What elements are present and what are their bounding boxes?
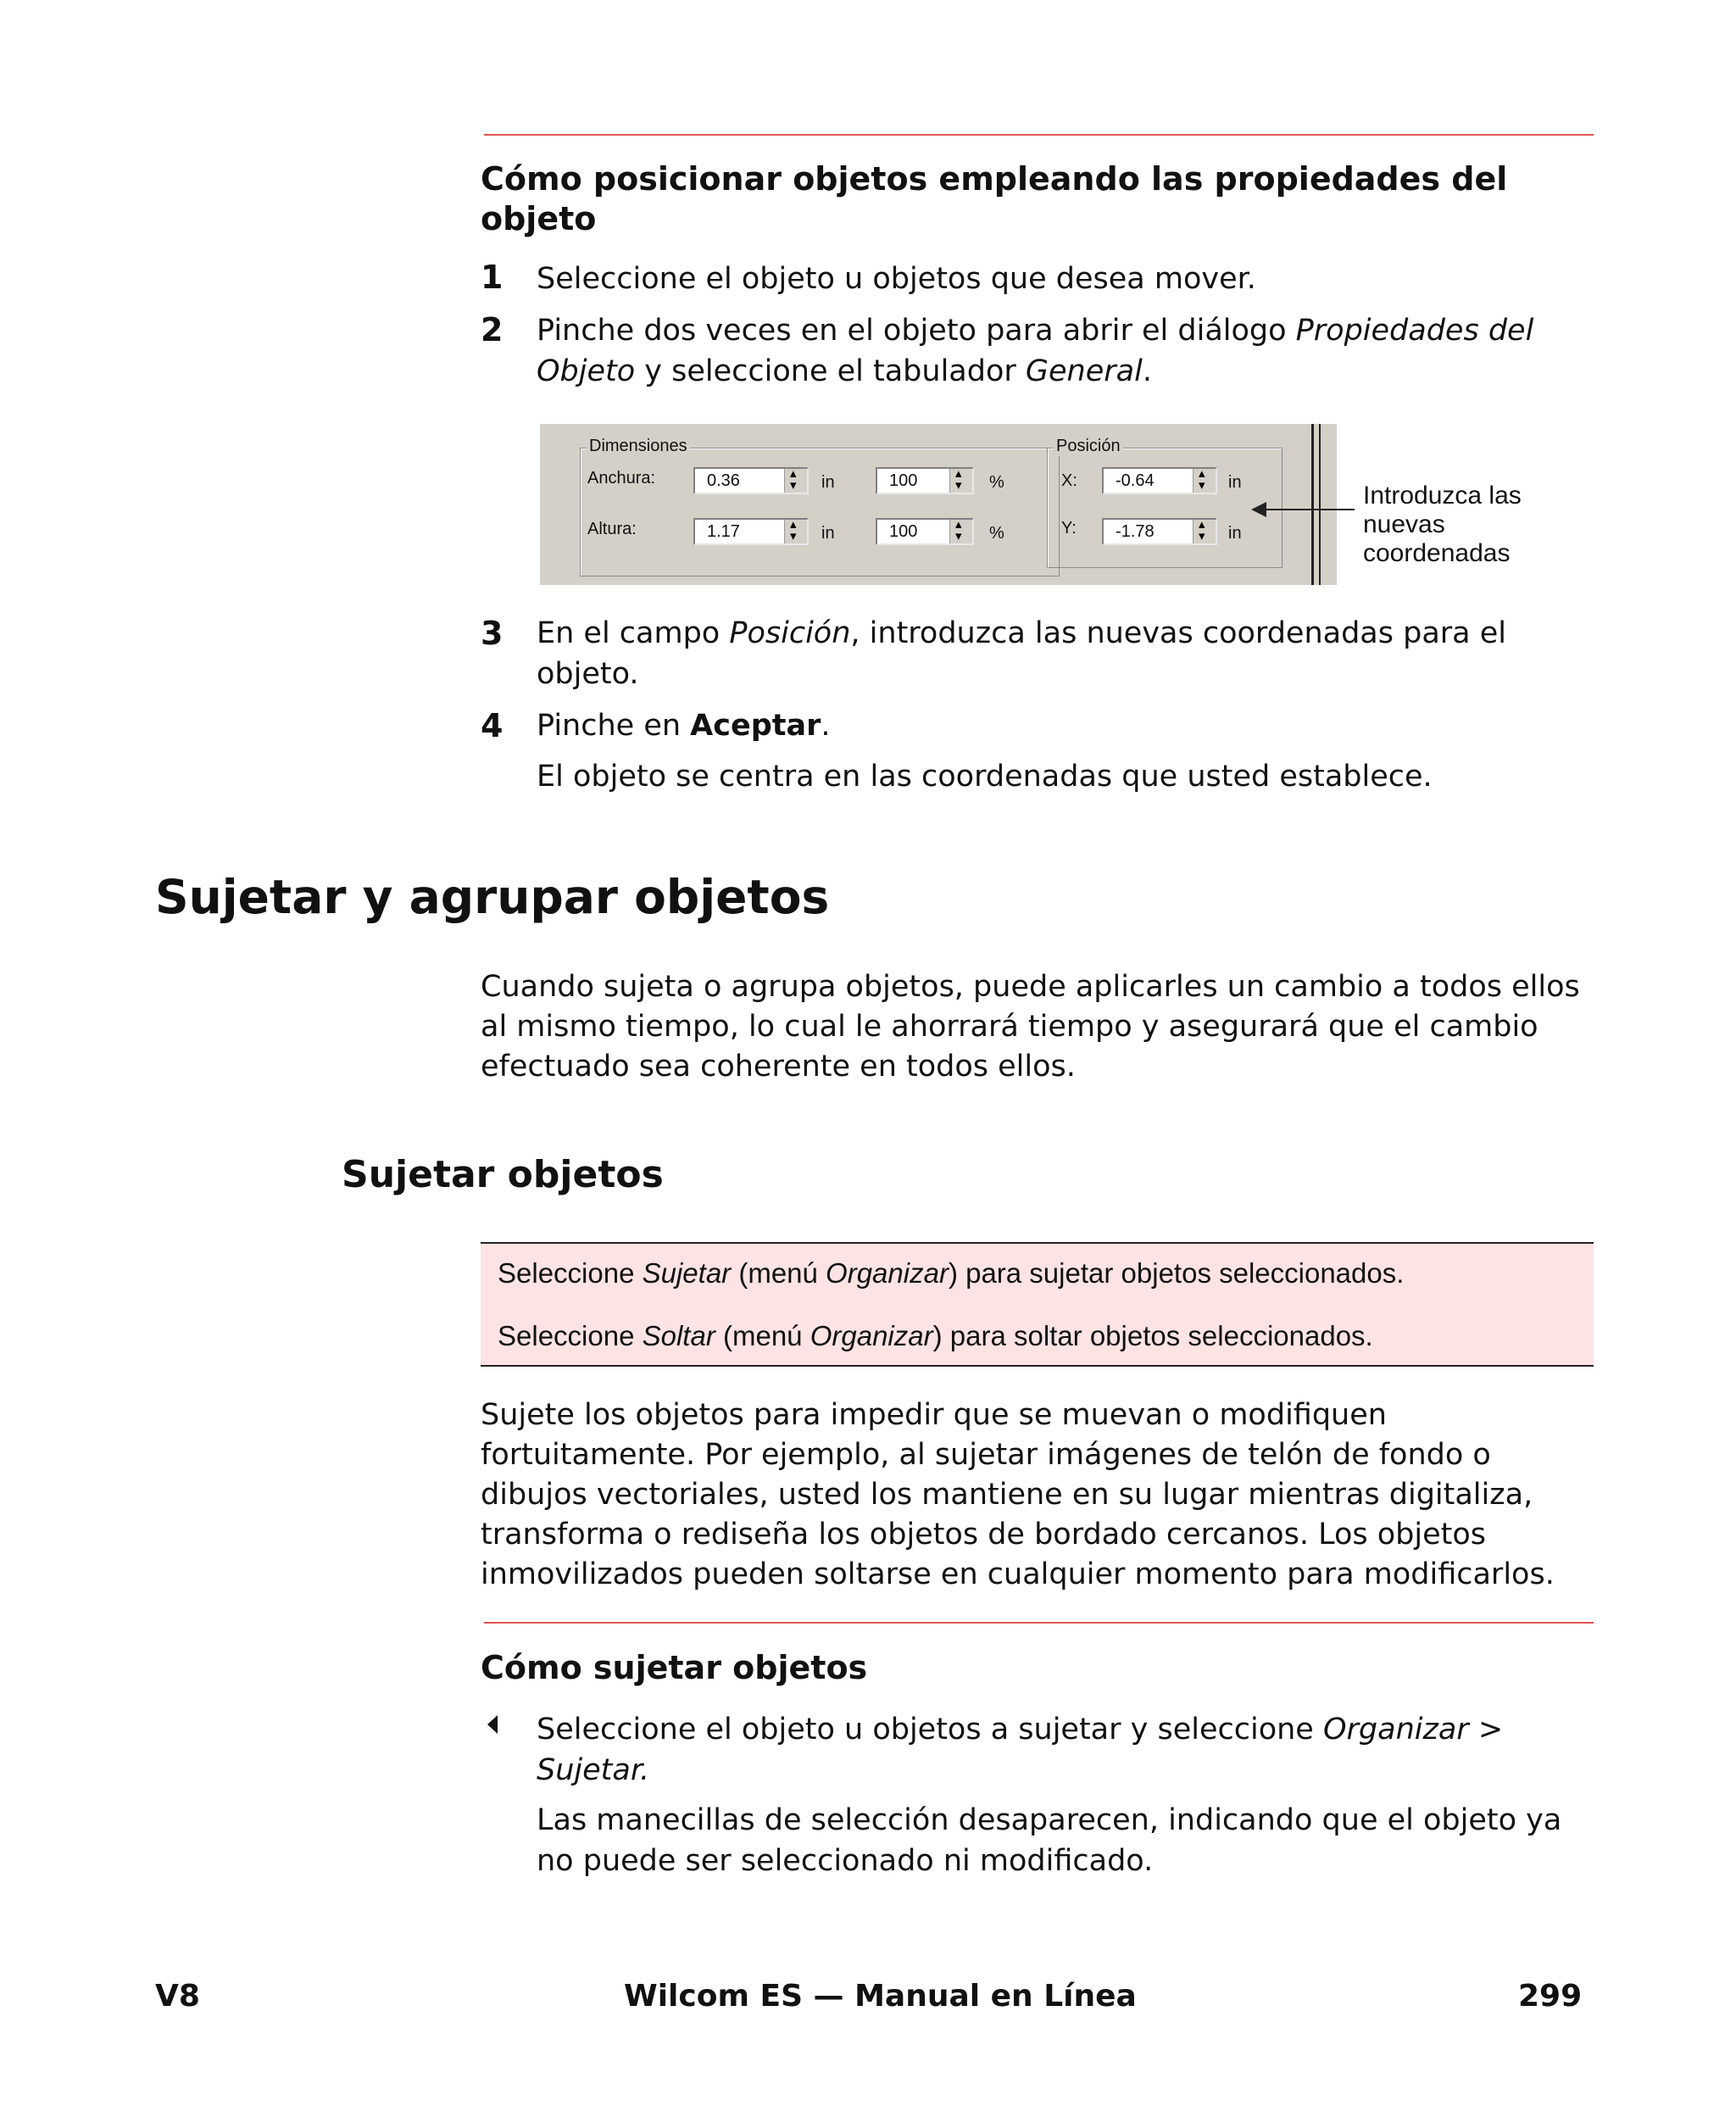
note-lock: Seleccione Sujetar (menú Organizar) para sujetar objetos seleccionados.: [498, 1257, 1405, 1289]
note-unlock: Seleccione Soltar (menú Organizar) para soltar objetos seleccionados.: [498, 1320, 1373, 1351]
width-input[interactable]: 0.36 ▴ ▾: [693, 467, 809, 494]
object-properties-dialog-snippet: [540, 424, 1337, 585]
callout-arrow-icon: [1251, 502, 1266, 517]
position-group: [1047, 448, 1283, 568]
heading-sujetar-objetos: Sujetar objetos: [342, 1153, 664, 1196]
height-percent-input[interactable]: 100 ▴ ▾: [876, 518, 974, 545]
step-text-3: En el campo Posición, introduzca las nuevas coordenadas para el objeto.: [537, 616, 1506, 691]
width-percent-input[interactable]: 100 ▴ ▾: [876, 467, 974, 494]
height-label: Altura:: [587, 520, 637, 538]
button-name: Aceptar: [690, 709, 821, 743]
dialog-border-right: [1311, 424, 1314, 585]
position-legend: Posición: [1054, 437, 1123, 456]
x-unit: in: [1228, 473, 1242, 492]
footer-page-number: 299: [1518, 1979, 1583, 2014]
callout-text: Introduzca las nuevas coordenadas: [1363, 482, 1522, 567]
height-percent-unit: %: [989, 524, 1004, 543]
height-spinner[interactable]: [784, 520, 807, 543]
height-input[interactable]: 1.17 ▴ ▾: [693, 518, 809, 545]
height-percent-spinner[interactable]: [949, 520, 972, 543]
field-name: Posición: [729, 616, 851, 650]
x-position-input[interactable]: -0.64 ▴ ▾: [1102, 467, 1217, 494]
procedure-title-position: Cómo posicionar objetos empleando las propiedades del objeto: [481, 160, 1508, 237]
section-divider-top: [484, 134, 1594, 136]
dialog-name: Propiedades del Objeto: [537, 314, 1534, 388]
callout-arrow-line: [1261, 509, 1355, 510]
section-divider-bottom: [484, 1622, 1594, 1624]
intro-paragraph: Cuando sujeta o agrupa objetos, puede aplicarles un cambio a todos ellos al mismo tiempo, lo cual le ahorrará tiempo y asegurará que el cambio efectuado sea coherente en todos ellos.: [481, 970, 1580, 1084]
heading-sujetar-agrupar: Sujetar y agrupar objetos: [155, 870, 830, 924]
step-number-1: 1: [481, 259, 504, 296]
step-number-2: 2: [481, 311, 504, 348]
y-position-input[interactable]: -1.78 ▴ ▾: [1102, 518, 1217, 545]
width-unit: in: [821, 473, 835, 492]
footer-manual-title: Wilcom ES — Manual en Línea: [624, 1979, 1137, 2014]
width-percent-unit: %: [989, 473, 1004, 492]
x-position-spinner[interactable]: [1193, 469, 1216, 493]
lock-description-paragraph: Sujete los objetos para impedir que se muevan o modifiquen fortuitamente. Por ejemplo, al sujetar imágenes de telón de fondo o dibujos vectoriales, usted los mantiene en su lugar mientras digitaliza, transforma o rediseña los objetos de bordado cercanos. Los objetos inmovilizados pueden soltarse en cualquier momento para modificarlos.: [481, 1398, 1555, 1591]
step-text-2: Pinche dos veces en el objeto para abrir el diálogo Propiedades del Objeto y seleccione el tabulador General.: [537, 314, 1534, 388]
dimensions-legend: Dimensiones: [587, 437, 690, 456]
width-percent-spinner[interactable]: [949, 469, 972, 493]
width-label: Anchura:: [587, 469, 656, 487]
step-result: El objeto se centra en las coordenadas que usted establece.: [537, 760, 1433, 794]
lock-step-text: Seleccione el objeto u objetos a sujetar y seleccione Organizar > Sujetar.: [537, 1713, 1504, 1787]
dialog-border-right-2: [1319, 424, 1321, 585]
y-position-spinner[interactable]: [1193, 520, 1216, 543]
menu-path: Organizar > Sujetar.: [537, 1713, 1504, 1787]
lock-step-result: Las manecillas de selección desaparecen, indicando que el objeto ya no puede ser seleccionado ni modificado.: [537, 1803, 1562, 1878]
x-label: X:: [1061, 471, 1077, 490]
height-unit: in: [821, 524, 835, 543]
step-number-3: 3: [481, 615, 504, 652]
step-text-4: Pinche en Aceptar.: [537, 709, 831, 743]
tab-name: General: [1025, 354, 1143, 388]
step-number-4: 4: [481, 707, 504, 744]
bullet-triangle-icon: [487, 1715, 498, 1734]
footer-version: V8: [155, 1979, 200, 2014]
y-label: Y:: [1061, 519, 1077, 538]
dimensions-group: [580, 448, 1060, 577]
y-unit: in: [1228, 524, 1242, 543]
command-note-box: [481, 1242, 1594, 1367]
step-text-1: Seleccione el objeto u objetos que desea mover.: [537, 262, 1256, 296]
width-spinner[interactable]: [784, 469, 807, 493]
procedure-title-lock: Cómo sujetar objetos: [481, 1649, 868, 1686]
